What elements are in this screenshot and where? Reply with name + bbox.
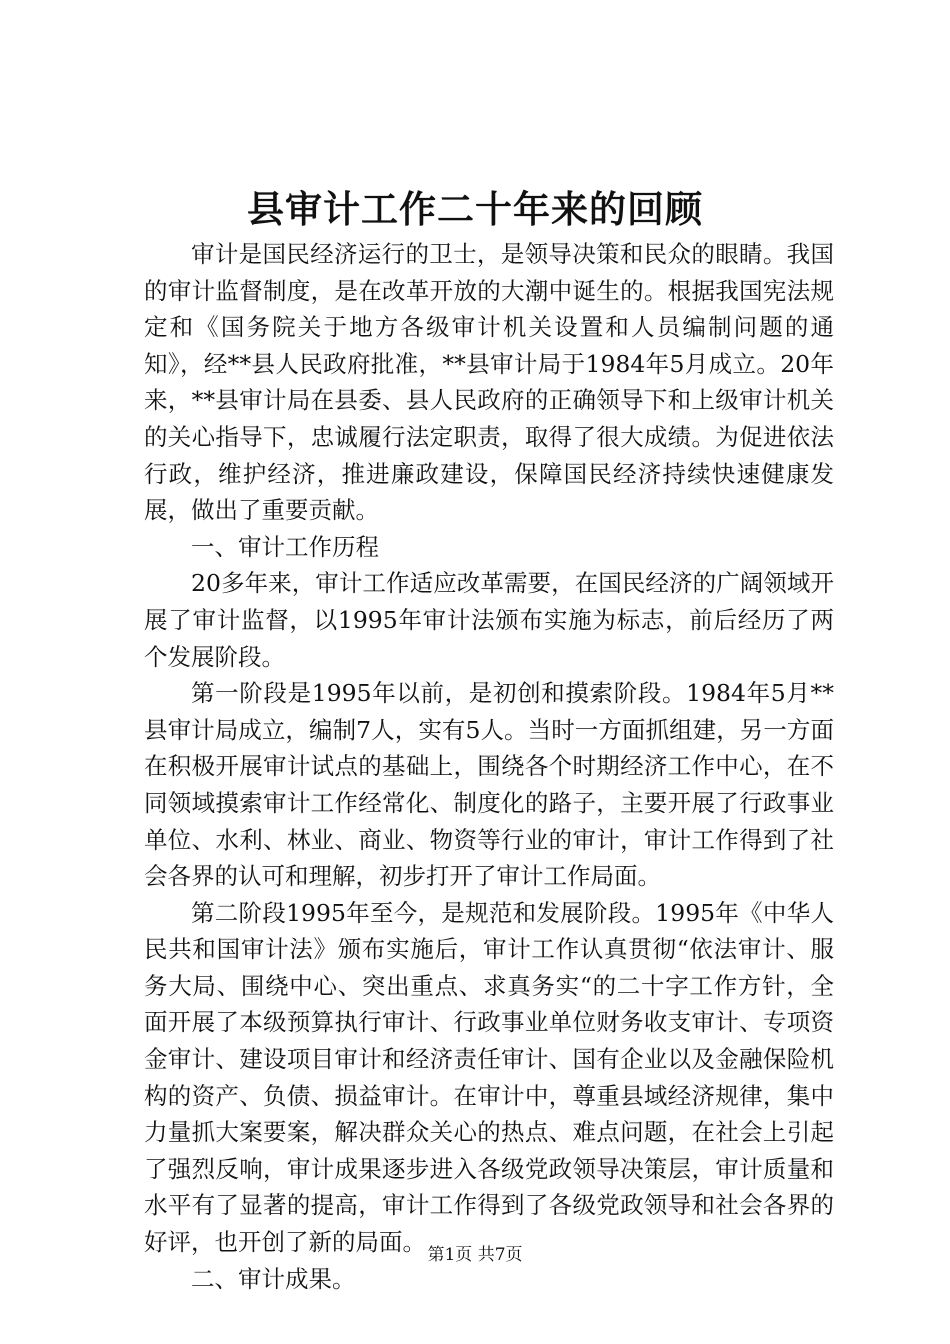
page-footer: 第1页 共7页	[427, 1245, 523, 1265]
paragraph-overview: 20多年来，审计工作适应改革需要，在国民经济的广阔领域开展了审计监督，以1995年审计法颁布实施为标志，前后经历了两个发展阶段。	[144, 569, 834, 671]
paragraph-intro: 审计是国民经济运行的卫士，是领导决策和民众的眼睛。我国的审计监督制度，是在改革开放的大潮中诞生的。根据我国宪法规定和《国务院关于地方各级审计机关设置和人员编制问题的通知》，经**县人民政府批准，**县审计局于1984年5月成立。20年来，**县审计局在县委、县人民政府的正确领导下和上级审计机关的关心指导下，忠诚履行法定职责，取得了很大成绩。为促进依法行政，维护经济，推进廉政建设，保障国民经济持续快速健康发展，做出了重要贡献。	[144, 240, 834, 525]
section-heading-history: 一、审计工作历程	[191, 532, 379, 561]
paragraph-stage-one: 第一阶段是1995年以前，是初创和摸索阶段。1984年5月**县审计局成立，编制7人，实有5人。当时一方面抓组建，另一方面在积极开展审计试点的基础上，围绕各个时期经济工作中心，在不同领域摸索审计工作经常化、制度化的路子，主要开展了行政事业单位、水利、林业、商业、物资等行业的审计，审计工作得到了社会各界的认可和理解，初步打开了审计工作局面。	[144, 679, 834, 891]
document-body	[144, 236, 834, 1297]
paragraph-stage-two: 第二阶段1995年至今，是规范和发展阶段。1995年《中华人民共和国审计法》颁布实施后，审计工作认真贯彻“依法审计、服务大局、围绕中心、突出重点、求真务实“的二十字工作方针，全面开展了本级预算执行审计、行政事业单位财务收支审计、专项资金审计、建设项目审计和经济责任审计、国有企业以及金融保险机构的资产、负债、损益审计。在审计中，尊重县域经济规律，集中力量抓大案要案，解决群众关心的热点、难点问题，在社会上引起了强烈反响，审计成果逐步进入各级党政领导决策层，审计质量和水平有了显著的提高，审计工作得到了各级党政领导和社会各界的好评，也开创了新的局面。	[144, 898, 834, 1257]
section-heading-results: 二、审计成果。	[191, 1264, 356, 1293]
document-title: 县审计工作二十年来的回顾	[247, 187, 703, 231]
